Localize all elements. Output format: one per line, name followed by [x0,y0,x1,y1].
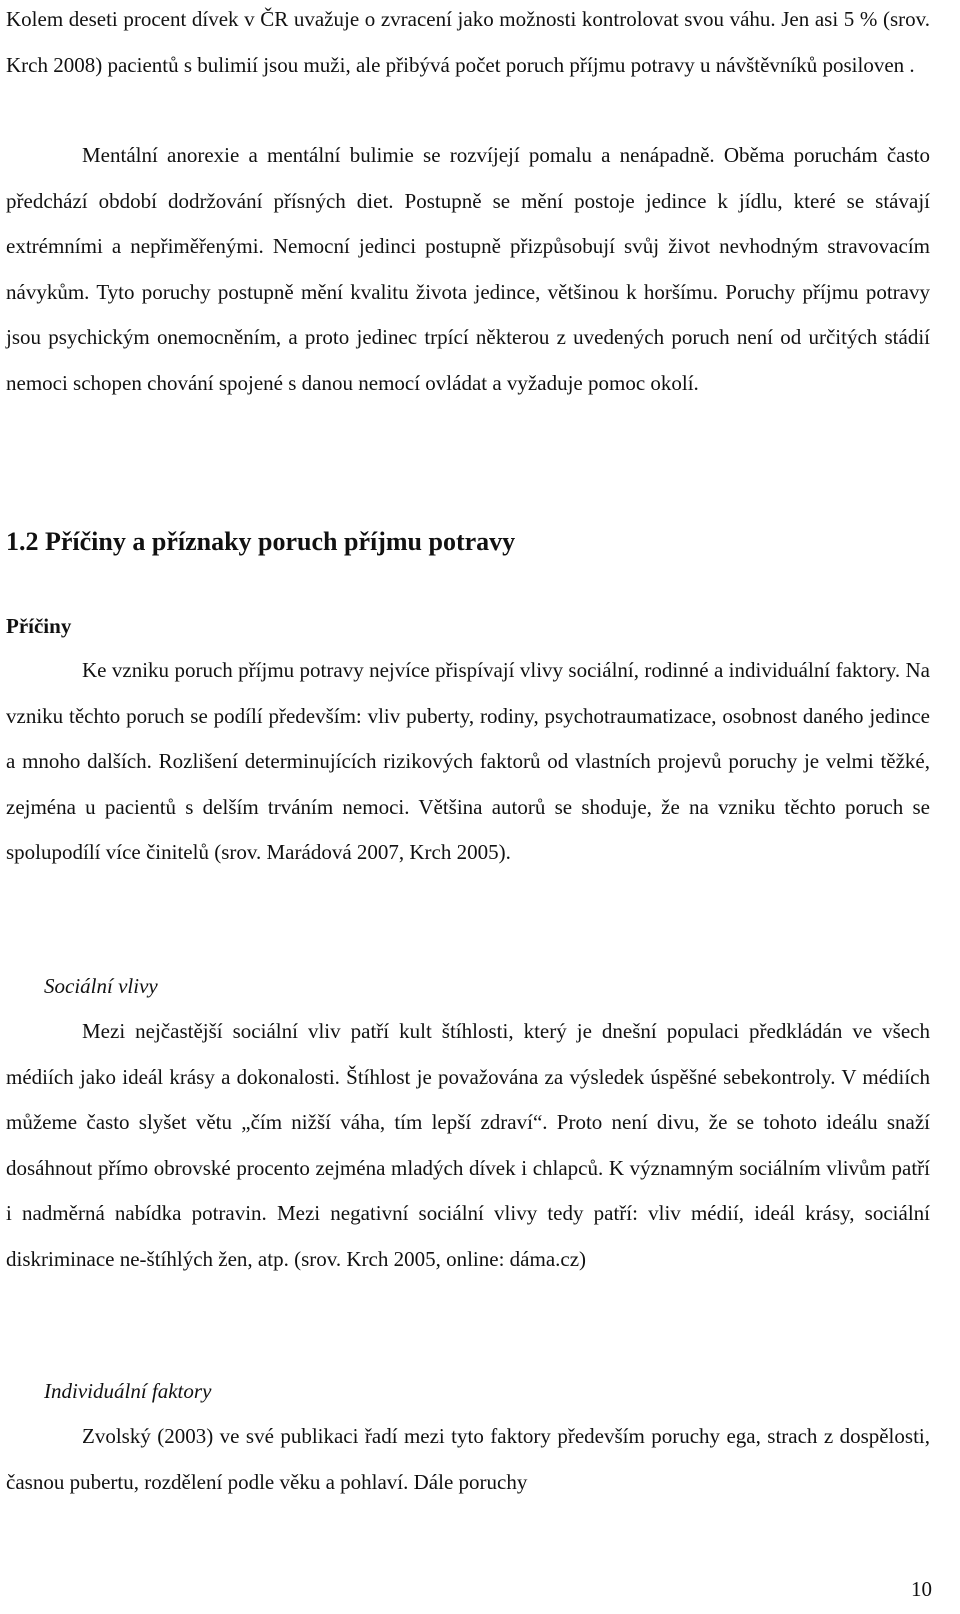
individual-factors-paragraph: Zvolský (2003) ve své publikaci řadí mezi tyto faktory především poruchy ega, strach z dospělosti, časnou pubertu, rozdělení podle věku a pohlaví. Dále poruchy [6,1424,930,1494]
causes-paragraph: Ke vzniku poruch příjmu potravy nejvíce přispívají vlivy sociální, rodinné a individuální faktory. Na vzniku těchto poruch se podílí především: vliv puberty, rodiny, psychotraumatizace, osobnost daného jedince a mnoho dalších. Rozlišení determinujících rizikových faktorů od vlastních projevů poruchy je velmi těžké, zejména u pacientů s delším trváním nemoci. Většina autorů se shoduje, že na vzniku těchto poruch se spolupodílí více činitelů (srov. Marádová 2007, Krch 2005). [6,658,930,864]
social-influences-heading: Sociální vlivy [44,974,158,998]
causes-heading: Příčiny [6,614,72,638]
intro-paragraph: Kolem deseti procent dívek v ČR uvažuje o zvracení jako možnosti kontrolovat svou váhu. Jen asi 5 % (srov. Krch 2008) pacientů s bulimií jsou muži, ale přibývá počet poruch příjmu potravy u návštěvníků posiloven . [6,7,930,77]
section-heading: 1.2 Příčiny a příznaky poruch příjmu potravy [6,527,516,556]
individual-factors-heading: Individuální faktory [44,1379,212,1403]
page-number: 10 [911,1577,932,1601]
social-influences-paragraph: Mezi nejčastější sociální vliv patří kult štíhlosti, který je dnešní populaci předkládán ve všech médiích jako ideál krásy a dokonalosti. Štíhlost je považována za výsledek úspěšné sebekontroly. V médiích můžeme často slyšet větu „čím nižší váha, tím lepší zdraví“. Proto není divu, že se tohoto ideálu snaží dosáhnout přímo obrovské procento zejména mladých dívek i chlapců. K významným sociálním vlivům patří i nadměrná nabídka potravin. Mezi negativní sociální vlivy tedy patří: vliv médií, ideál krásy, sociální diskriminace ne-štíhlých žen, atp. (srov. Krch 2005, online: dáma.cz) [6,1019,930,1271]
onset-paragraph: Mentální anorexie a mentální bulimie se rozvíjejí pomalu a nenápadně. Oběma poruchám často předchází období dodržování přísných diet. Postupně se mění postoje jedince k jídlu, které se stávají extrémními a nepřiměřenými. Nemocní jedinci postupně přizpůsobují svůj život nevhodným stravovacím návykům. Tyto poruchy postupně mění kvalitu života jedince, většinou k horšímu. Poruchy příjmu potravy jsou psychickým onemocněním, a proto jedinec trpící některou z uvedených poruch není od určitých stádií nemoci schopen chování spojené s danou nemocí ovládat a vyžaduje pomoc okolí. [6,143,930,395]
